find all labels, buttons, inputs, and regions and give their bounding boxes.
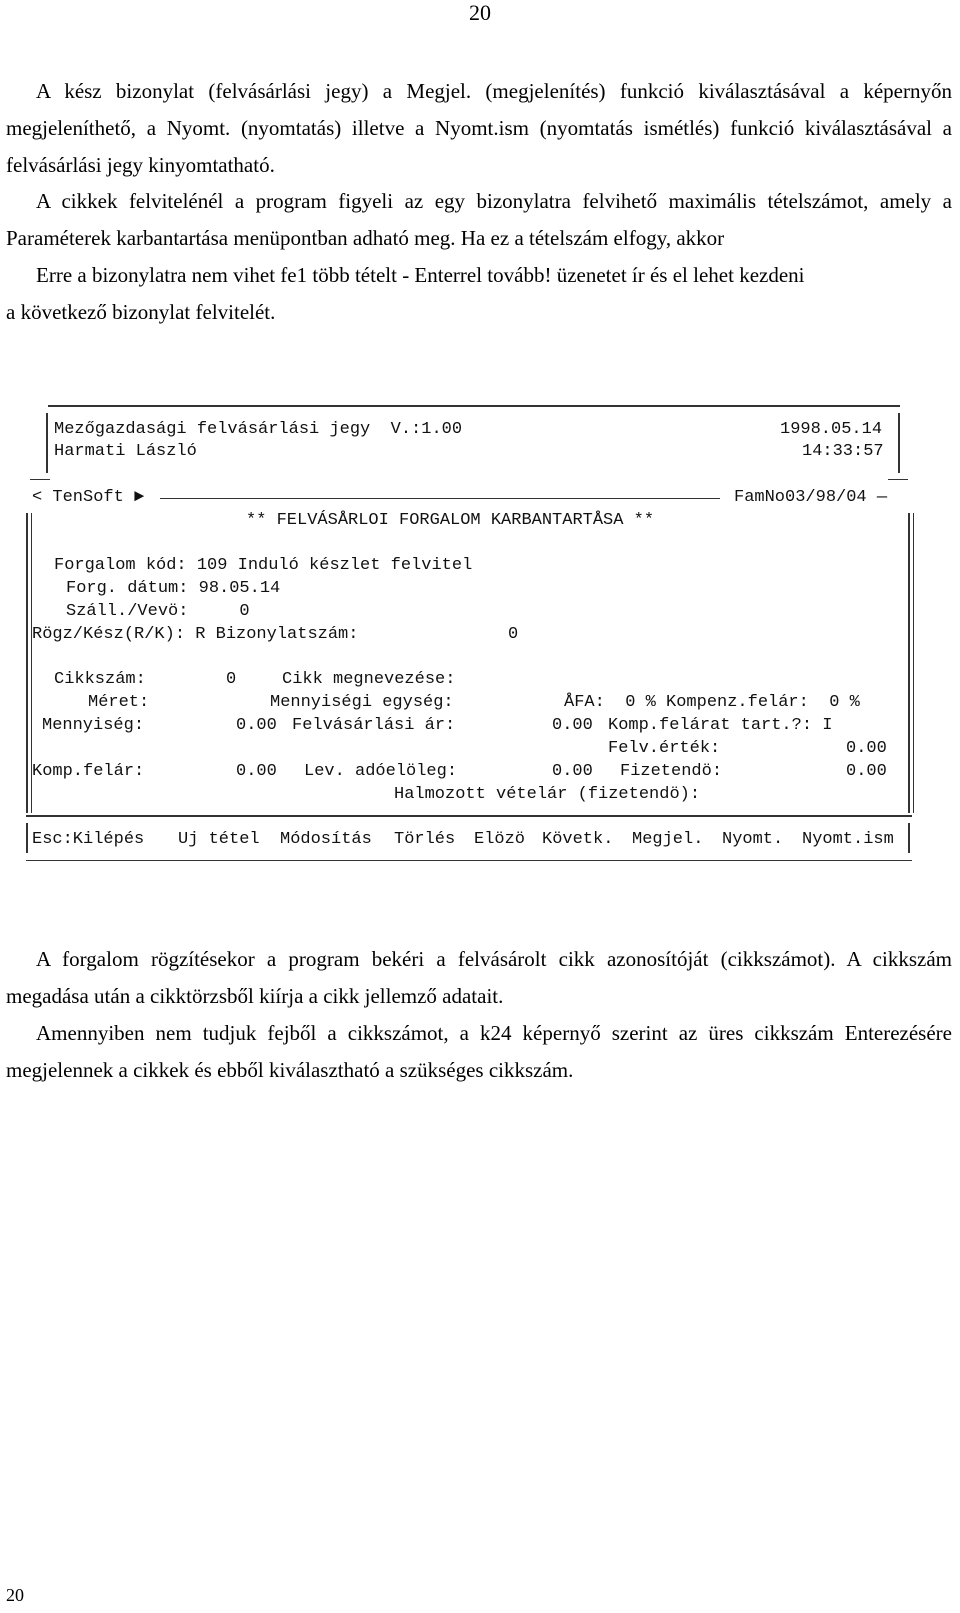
brand-right: FamNo03/98/04 — (734, 488, 888, 507)
field-felv-ertek-value: 0.00 (846, 739, 887, 758)
field-mennyiseg-value: 0.00 (236, 716, 277, 735)
menu-right-border (908, 823, 910, 853)
header-left-border (46, 413, 48, 473)
header-bottom-right-tick (888, 479, 908, 480)
field-afa: ÅFA: 0 % Kompenz.felár: 0 % (564, 693, 860, 712)
page-number-top: 20 (469, 0, 491, 25)
header-title: Mezőgazdasági felvásárlási jegy V.:1.00 (54, 420, 463, 439)
terminal-screenshot (30, 405, 944, 895)
menu-left-border (26, 823, 28, 853)
header-date: 1998.05.14 (780, 420, 883, 439)
header-bottom-left-tick (30, 479, 50, 480)
menu-esc-kilepes[interactable]: Esc:Kilépés (32, 830, 145, 849)
menu-top-border (26, 815, 912, 817)
menu-torles[interactable]: Törlés (394, 830, 456, 849)
field-cikkszam: Cikkszám: (54, 670, 146, 689)
field-szall-vevo: Száll./Vevö: 0 (66, 602, 250, 621)
intro-paragraph-2: A cikkek felvitelénél a program figyeli az egy bizonylatra felvihető maximális tételszámot, amely a Paraméterek karbantartása menüpontban adható meg. Ha ez a tételszám elfogy, akkor (6, 189, 952, 250)
menu-nyomt[interactable]: Nyomt. (722, 830, 784, 849)
field-felv-ertek: Felv.érték: (608, 739, 721, 758)
header-user: Harmati László (54, 442, 197, 461)
brand-left: < TenSoft ► (32, 488, 145, 507)
field-komp-felarat: Komp.felárat tart.?: I (608, 716, 833, 735)
field-lev-adoeloleg-value: 0.00 (552, 762, 593, 781)
field-felvasarlasi-ar: Felvásárlási ár: (292, 716, 456, 735)
intro-paragraph-3-line-1: Erre a bizonylatra nem vihet fe1 több tételt - Enterrel tovább! üzenetet ír és el lehet kezdeni (36, 263, 805, 287)
field-halmozott: Halmozott vételár (fizetendö): (394, 785, 701, 804)
form-title: ** FELVÁSÅRLOI FORGALOM KARBANTARTÅSA ** (246, 511, 655, 530)
after-paragraph-2: Amennyiben nem tudjuk fejből a cikkszámot, a k24 képernyő szerint az üres cikkszám Enterezésére megjelennek a cikkek és ebből kiválasztható a szükséges cikkszám. (6, 1021, 952, 1082)
field-komp-felar: Komp.felár: (32, 762, 145, 781)
field-felvasarlasi-ar-value: 0.00 (552, 716, 593, 735)
field-forgalom-kod: Forgalom kód: 109 Induló készlet felvitel (54, 556, 473, 575)
field-cikkszam-value: 0 (226, 670, 237, 689)
form-left-border-outer (26, 513, 28, 813)
menu-kovetk[interactable]: Követk. (542, 830, 614, 849)
field-forg-datum: Forg. dátum: 98.05.14 (66, 579, 281, 598)
form-right-border-inner (913, 513, 914, 813)
intro-paragraph-3-line-2: a következő bizonylat felvitelét. (6, 300, 276, 324)
field-meret: Méret: (88, 693, 150, 712)
page-number-bottom: 20 (6, 1585, 24, 1605)
field-rogz-kesz: Rögz/Kész(R/K): R Bizonylatszám: (32, 625, 359, 644)
field-lev-adoeloleg: Lev. adóelöleg: (304, 762, 458, 781)
field-mennyisegi-egyseg: Mennyiségi egység: (270, 693, 454, 712)
header-top-border (48, 405, 900, 407)
intro-paragraph-1: A kész bizonylat (felvásárlási jegy) a Megjel. (megjelenítés) funkció kiválasztásával a képernyőn megjeleníthető, a Nyomt. (nyomtatás) illetve a Nyomt.ism (nyomtatás ismétlés) funkció kiválasztásával a felvásárlási jegy kinyomtatható. (6, 79, 952, 177)
field-komp-felar-value: 0.00 (236, 762, 277, 781)
menu-elozo[interactable]: Elözö (474, 830, 526, 849)
field-fizetendo-value: 0.00 (846, 762, 887, 781)
after-paragraph-1: A forgalom rögzítésekor a program bekéri a felvásárolt cikk azonosítóját (cikkszámot). A cikkszám megadása után a cikktörzsből kiírja a cikk jellemző adatait. (6, 947, 952, 1008)
field-bizonylatszam-value: 0 (508, 625, 519, 644)
header-right-border (898, 413, 900, 473)
form-right-border-outer (908, 513, 910, 813)
menu-megjel[interactable]: Megjel. (632, 830, 704, 849)
field-cikk-megnevezese: Cikk megnevezése: (282, 670, 456, 689)
menu-nyomt-ism[interactable]: Nyomt.ism (802, 830, 894, 849)
menu-bottom-border (26, 860, 912, 861)
field-fizetendo: Fizetendö: (620, 762, 723, 781)
header-time: 14:33:57 (802, 442, 884, 461)
menu-uj-tetel[interactable]: Uj tétel (178, 830, 260, 849)
field-mennyiseg: Mennyiség: (42, 716, 145, 735)
menu-modositas[interactable]: Módosítás (280, 830, 372, 849)
brand-line (160, 498, 720, 499)
